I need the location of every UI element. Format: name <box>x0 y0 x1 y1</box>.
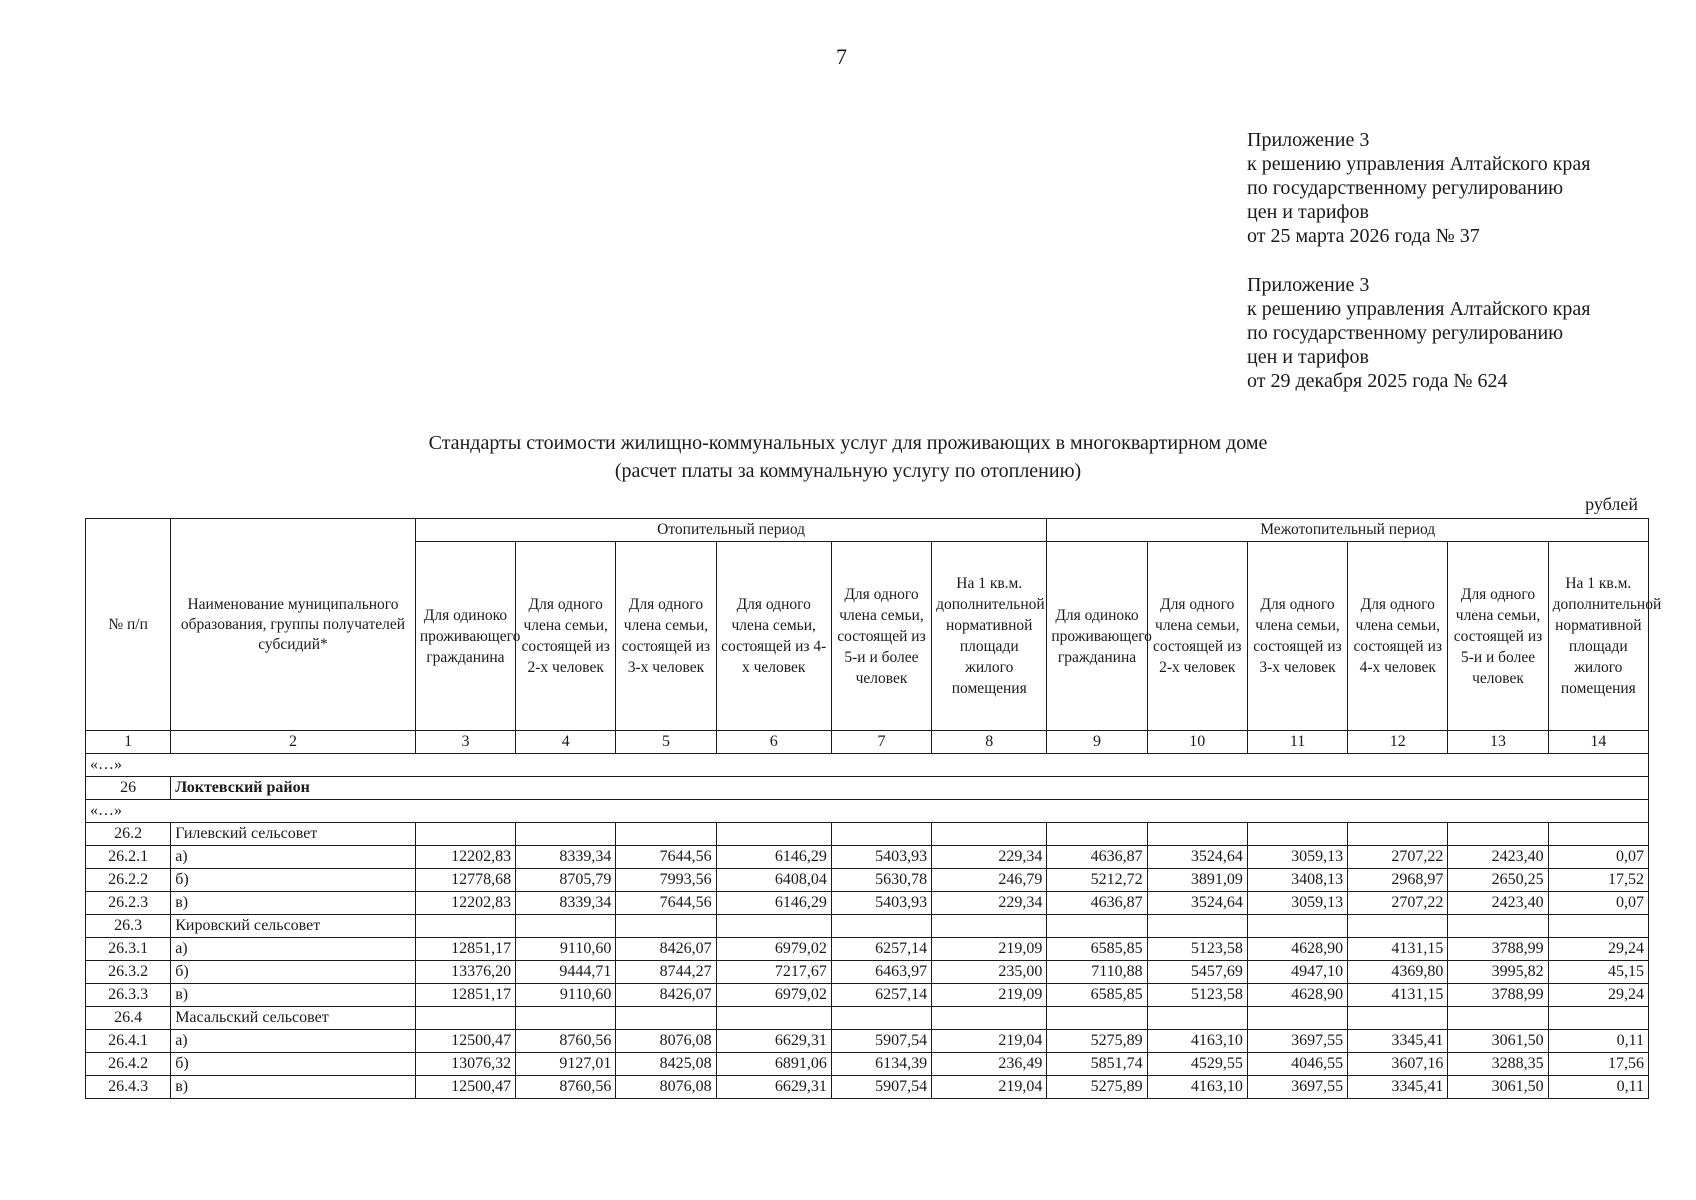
column-number: 7 <box>831 731 931 754</box>
row-number: 26.4 <box>86 1007 171 1030</box>
ellipsis-cell: «…» <box>86 800 1649 823</box>
empty-cell <box>1448 1007 1548 1030</box>
value-cell: 9110,60 <box>516 938 616 961</box>
empty-cell <box>932 1007 1047 1030</box>
group-name: б) <box>171 1053 416 1076</box>
value-cell: 6257,14 <box>831 938 931 961</box>
appendix-line: по государственному регулированию <box>1247 322 1564 344</box>
group-name: в) <box>171 892 416 915</box>
value-cell: 3697,55 <box>1247 1030 1347 1053</box>
tariff-table <box>85 518 1662 1099</box>
group-name: в) <box>171 984 416 1007</box>
ellipsis-row <box>86 800 1649 823</box>
table-row <box>86 1053 1649 1076</box>
value-cell: 219,09 <box>932 984 1047 1007</box>
value-cell: 3059,13 <box>1247 846 1347 869</box>
value-cell: 246,79 <box>932 869 1047 892</box>
title-line-2: (расчет платы за коммунальную услугу по отоплению) <box>614 460 1082 482</box>
column-number: 8 <box>932 731 1047 754</box>
value-cell: 5403,93 <box>831 846 931 869</box>
column-number: 11 <box>1247 731 1347 754</box>
table-row <box>86 1030 1649 1053</box>
row-number: 26.3.2 <box>86 961 171 984</box>
appendix-block-previous <box>1247 273 1591 393</box>
row-number: 26 <box>86 777 171 800</box>
group-name: а) <box>171 846 416 869</box>
header-name: Наименование муниципального образования, группы получателей субсидий* <box>171 519 416 731</box>
appendix-line: к решению управления Алтайского края <box>1247 298 1591 320</box>
value-cell: 3788,99 <box>1448 938 1548 961</box>
header-nonheating-col: Для одиноко проживающего гражданина <box>1047 542 1147 731</box>
value-cell: 4636,87 <box>1047 892 1147 915</box>
table-row <box>86 869 1649 892</box>
empty-cell <box>516 823 616 846</box>
empty-cell <box>1348 823 1448 846</box>
currency-label: рублей <box>1585 494 1638 514</box>
value-cell: 2650,25 <box>1448 869 1548 892</box>
value-cell: 6629,31 <box>716 1030 831 1053</box>
column-number: 2 <box>171 731 416 754</box>
table-row <box>86 961 1649 984</box>
value-cell: 3345,41 <box>1348 1030 1448 1053</box>
empty-cell <box>1147 915 1247 938</box>
empty-cell <box>1147 823 1247 846</box>
empty-cell <box>831 915 931 938</box>
value-cell: 0,11 <box>1548 1076 1648 1099</box>
value-cell: 3061,50 <box>1448 1030 1548 1053</box>
value-cell: 3995,82 <box>1448 961 1548 984</box>
value-cell: 8339,34 <box>516 892 616 915</box>
document-title <box>0 429 1696 485</box>
empty-cell <box>1047 823 1147 846</box>
value-cell: 8705,79 <box>516 869 616 892</box>
empty-cell <box>1448 915 1548 938</box>
value-cell: 229,34 <box>932 892 1047 915</box>
value-cell: 9444,71 <box>516 961 616 984</box>
value-cell: 6146,29 <box>716 846 831 869</box>
empty-cell <box>616 915 716 938</box>
value-cell: 8076,08 <box>616 1030 716 1053</box>
header-nonheating-col: Для одного члена семьи, состоящей из 2-х человек <box>1147 542 1247 731</box>
group-name: а) <box>171 1030 416 1053</box>
value-cell: 2968,97 <box>1348 869 1448 892</box>
empty-cell <box>1348 915 1448 938</box>
header-nonheating-col: На 1 кв.м. дополнительной нормативной площади жилого помещения <box>1548 542 1648 731</box>
value-cell: 12778,68 <box>415 869 515 892</box>
column-number: 10 <box>1147 731 1247 754</box>
empty-cell <box>1548 823 1648 846</box>
value-cell: 0,07 <box>1548 846 1648 869</box>
value-cell: 29,24 <box>1548 938 1648 961</box>
value-cell: 3891,09 <box>1147 869 1247 892</box>
appendix-line: от 29 декабря 2025 года № 624 <box>1247 370 1508 392</box>
value-cell: 3345,41 <box>1348 1076 1448 1099</box>
value-cell: 7217,67 <box>716 961 831 984</box>
empty-cell <box>1548 915 1648 938</box>
header-nonheating-col: Для одного члена семьи, состоящей из 3-х человек <box>1247 542 1347 731</box>
value-cell: 5123,58 <box>1147 984 1247 1007</box>
value-cell: 6585,85 <box>1047 938 1147 961</box>
column-number: 14 <box>1548 731 1648 754</box>
column-number: 1 <box>86 731 171 754</box>
value-cell: 9127,01 <box>516 1053 616 1076</box>
value-cell: 219,04 <box>932 1076 1047 1099</box>
value-cell: 5123,58 <box>1147 938 1247 961</box>
column-number: 13 <box>1448 731 1548 754</box>
row-number: 26.4.2 <box>86 1053 171 1076</box>
value-cell: 0,11 <box>1548 1030 1648 1053</box>
value-cell: 2423,40 <box>1448 892 1548 915</box>
value-cell: 8425,08 <box>616 1053 716 1076</box>
empty-cell <box>1247 915 1347 938</box>
value-cell: 4628,90 <box>1247 984 1347 1007</box>
row-number: 26.3.1 <box>86 938 171 961</box>
value-cell: 45,15 <box>1548 961 1648 984</box>
empty-cell <box>1047 915 1147 938</box>
empty-cell <box>1448 823 1548 846</box>
value-cell: 6891,06 <box>716 1053 831 1076</box>
header-heating-col: Для одного члена семьи, состоящей из 2-х человек <box>516 542 616 731</box>
value-cell: 17,52 <box>1548 869 1648 892</box>
value-cell: 5275,89 <box>1047 1076 1147 1099</box>
value-cell: 3524,64 <box>1147 846 1247 869</box>
value-cell: 12500,47 <box>415 1030 515 1053</box>
value-cell: 5403,93 <box>831 892 931 915</box>
value-cell: 7993,56 <box>616 869 716 892</box>
value-cell: 12500,47 <box>415 1076 515 1099</box>
council-name: Гилевский сельсовет <box>171 823 416 846</box>
value-cell: 8744,27 <box>616 961 716 984</box>
empty-cell <box>616 1007 716 1030</box>
column-number: 4 <box>516 731 616 754</box>
value-cell: 13376,20 <box>415 961 515 984</box>
table-row <box>86 846 1649 869</box>
empty-cell <box>415 1007 515 1030</box>
value-cell: 3061,50 <box>1448 1076 1548 1099</box>
value-cell: 2707,22 <box>1348 846 1448 869</box>
value-cell: 8076,08 <box>616 1076 716 1099</box>
header-heating-col: Для одного члена семьи, состоящей из 5-и и более человек <box>831 542 931 731</box>
value-cell: 4131,15 <box>1348 984 1448 1007</box>
value-cell: 6134,39 <box>831 1053 931 1076</box>
value-cell: 5630,78 <box>831 869 931 892</box>
empty-cell <box>516 1007 616 1030</box>
value-cell: 3697,55 <box>1247 1076 1347 1099</box>
value-cell: 6146,29 <box>716 892 831 915</box>
value-cell: 5212,72 <box>1047 869 1147 892</box>
value-cell: 229,34 <box>932 846 1047 869</box>
value-cell: 9110,60 <box>516 984 616 1007</box>
header-nonheating-period: Межотопительный период <box>1047 519 1649 542</box>
empty-cell <box>716 823 831 846</box>
empty-cell <box>716 915 831 938</box>
column-number: 5 <box>616 731 716 754</box>
header-heating-col: Для одного члена семьи, состоящей из 3-х человек <box>616 542 716 731</box>
empty-cell <box>1348 1007 1448 1030</box>
empty-cell <box>516 915 616 938</box>
value-cell: 219,04 <box>932 1030 1047 1053</box>
row-number: 26.3.3 <box>86 984 171 1007</box>
header-nonheating-col: Для одного члена семьи, состоящей из 4-х человек <box>1348 542 1448 731</box>
empty-cell <box>716 1007 831 1030</box>
value-cell: 3524,64 <box>1147 892 1247 915</box>
empty-cell <box>1247 823 1347 846</box>
empty-cell <box>932 915 1047 938</box>
value-cell: 8760,56 <box>516 1076 616 1099</box>
value-cell: 5275,89 <box>1047 1030 1147 1053</box>
value-cell: 3288,35 <box>1448 1053 1548 1076</box>
value-cell: 4131,15 <box>1348 938 1448 961</box>
empty-cell <box>831 1007 931 1030</box>
row-number: 26.2.3 <box>86 892 171 915</box>
appendix-block-current <box>1247 128 1591 248</box>
value-cell: 5457,69 <box>1147 961 1247 984</box>
value-cell: 4369,80 <box>1348 961 1448 984</box>
value-cell: 236,49 <box>932 1053 1047 1076</box>
appendix-line: от 25 марта 2026 года № 37 <box>1247 225 1480 247</box>
header-heating-col: Для одного члена семьи, состоящей из 4-х человек <box>716 542 831 731</box>
appendix-line: к решению управления Алтайского края <box>1247 153 1591 175</box>
ellipsis-row <box>86 754 1649 777</box>
group-name: в) <box>171 1076 416 1099</box>
value-cell: 235,00 <box>932 961 1047 984</box>
value-cell: 3607,16 <box>1348 1053 1448 1076</box>
column-number: 12 <box>1348 731 1448 754</box>
group-name: б) <box>171 961 416 984</box>
value-cell: 5907,54 <box>831 1076 931 1099</box>
value-cell: 6585,85 <box>1047 984 1147 1007</box>
empty-cell <box>1147 1007 1247 1030</box>
value-cell: 6257,14 <box>831 984 931 1007</box>
value-cell: 4628,90 <box>1247 938 1347 961</box>
empty-cell <box>932 823 1047 846</box>
value-cell: 8426,07 <box>616 984 716 1007</box>
value-cell: 29,24 <box>1548 984 1648 1007</box>
council-name: Кировский сельсовет <box>171 915 416 938</box>
header-heating-col: На 1 кв.м. дополнительной нормативной площади жилого помещения <box>932 542 1047 731</box>
appendix-line: цен и тарифов <box>1247 346 1369 368</box>
district-row <box>86 777 1649 800</box>
value-cell: 4636,87 <box>1047 846 1147 869</box>
value-cell: 6629,31 <box>716 1076 831 1099</box>
value-cell: 2707,22 <box>1348 892 1448 915</box>
value-cell: 3408,13 <box>1247 869 1347 892</box>
table-row <box>86 1076 1649 1099</box>
empty-cell <box>831 823 931 846</box>
table-row <box>86 938 1649 961</box>
council-row <box>86 1007 1649 1030</box>
table-row <box>86 984 1649 1007</box>
empty-cell <box>415 915 515 938</box>
council-row <box>86 823 1649 846</box>
column-number: 6 <box>716 731 831 754</box>
district-name: Локтевский район <box>171 777 1649 800</box>
value-cell: 4529,55 <box>1147 1053 1247 1076</box>
value-cell: 8426,07 <box>616 938 716 961</box>
group-name: а) <box>171 938 416 961</box>
appendix-line: цен и тарифов <box>1247 201 1369 223</box>
empty-cell <box>1247 1007 1347 1030</box>
header-num: № п/п <box>86 519 171 731</box>
value-cell: 12851,17 <box>415 938 515 961</box>
appendix-line: Приложение 3 <box>1247 274 1370 296</box>
value-cell: 12851,17 <box>415 984 515 1007</box>
value-cell: 3788,99 <box>1448 984 1548 1007</box>
value-cell: 17,56 <box>1548 1053 1648 1076</box>
column-number: 3 <box>415 731 515 754</box>
value-cell: 12202,83 <box>415 846 515 869</box>
value-cell: 6979,02 <box>716 984 831 1007</box>
value-cell: 13076,32 <box>415 1053 515 1076</box>
value-cell: 7644,56 <box>616 892 716 915</box>
value-cell: 5907,54 <box>831 1030 931 1053</box>
table-row <box>86 892 1649 915</box>
row-number: 26.3 <box>86 915 171 938</box>
ellipsis-cell: «…» <box>86 754 1649 777</box>
row-number: 26.4.1 <box>86 1030 171 1053</box>
title-line-1: Стандарты стоимости жилищно-коммунальных услуг для проживающих в многоквартирном доме <box>428 432 1268 454</box>
value-cell: 4163,10 <box>1147 1030 1247 1053</box>
row-number: 26.2.2 <box>86 869 171 892</box>
row-number: 26.2.1 <box>86 846 171 869</box>
empty-cell <box>616 823 716 846</box>
value-cell: 3059,13 <box>1247 892 1347 915</box>
header-heating-col: Для одиноко проживающего гражданина <box>415 542 515 731</box>
value-cell: 0,07 <box>1548 892 1648 915</box>
value-cell: 12202,83 <box>415 892 515 915</box>
column-number: 9 <box>1047 731 1147 754</box>
appendix-line: по государственному регулированию <box>1247 177 1564 199</box>
page-number: 7 <box>836 44 847 69</box>
row-number: 26.4.3 <box>86 1076 171 1099</box>
council-row <box>86 915 1649 938</box>
value-cell: 6463,97 <box>831 961 931 984</box>
value-cell: 2423,40 <box>1448 846 1548 869</box>
value-cell: 4163,10 <box>1147 1076 1247 1099</box>
header-heating-period: Отопительный период <box>415 519 1047 542</box>
value-cell: 5851,74 <box>1047 1053 1147 1076</box>
empty-cell <box>415 823 515 846</box>
value-cell: 4947,10 <box>1247 961 1347 984</box>
empty-cell <box>1047 1007 1147 1030</box>
row-number: 26.2 <box>86 823 171 846</box>
empty-cell <box>1548 1007 1648 1030</box>
value-cell: 8339,34 <box>516 846 616 869</box>
value-cell: 6408,04 <box>716 869 831 892</box>
value-cell: 7110,88 <box>1047 961 1147 984</box>
value-cell: 8760,56 <box>516 1030 616 1053</box>
value-cell: 6979,02 <box>716 938 831 961</box>
value-cell: 219,09 <box>932 938 1047 961</box>
value-cell: 7644,56 <box>616 846 716 869</box>
header-nonheating-col: Для одного члена семьи, состоящей из 5-и и более человек <box>1448 542 1548 731</box>
appendix-line: Приложение 3 <box>1247 129 1370 151</box>
group-name: б) <box>171 869 416 892</box>
value-cell: 4046,55 <box>1247 1053 1347 1076</box>
council-name: Масальский сельсовет <box>171 1007 416 1030</box>
